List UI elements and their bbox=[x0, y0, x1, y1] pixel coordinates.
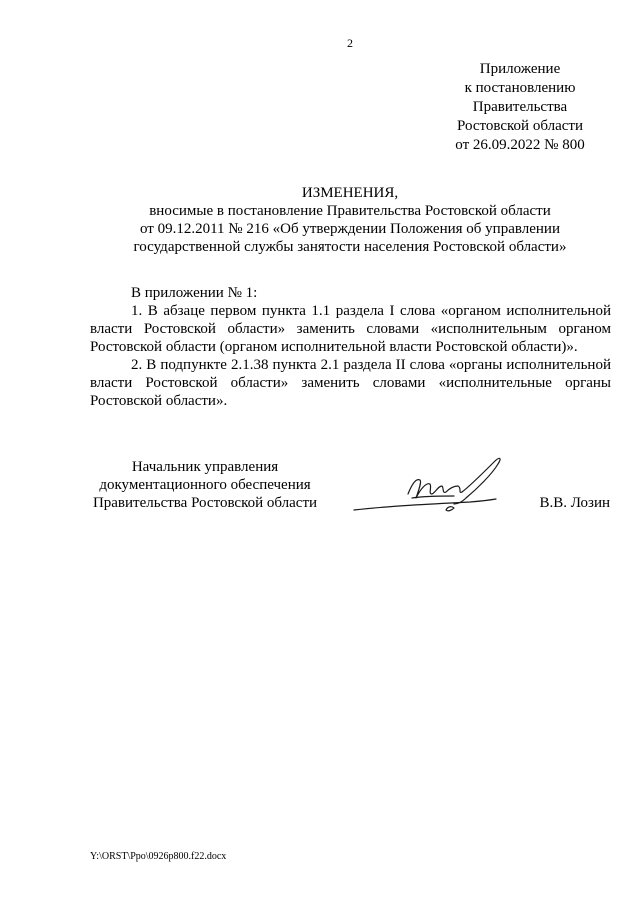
signatory-position-line: Правительства Ростовской области bbox=[92, 495, 318, 511]
appendix-line: Правительства bbox=[472, 99, 568, 115]
appendix-header bbox=[410, 60, 630, 155]
title-heading: ИЗМЕНЕНИЯ, bbox=[301, 185, 399, 201]
signatory-name: В.В. Лозин bbox=[539, 495, 610, 511]
body-item-1: 1. В абзаце первом пункта 1.1 раздела I слова «органом исполнительной власти Ростовской области» заменить словами «исполнительным органом Ростовской области (органом исполнительной власти Ростовской области)». bbox=[90, 303, 611, 355]
signatory-position-line: документационного обеспечения bbox=[99, 477, 311, 493]
title-line: государственной службы занятости населения Ростовской области» bbox=[133, 239, 567, 255]
signatory-position bbox=[70, 458, 340, 512]
body-intro: В приложении № 1: bbox=[131, 285, 258, 301]
file-path-footer: Y:\ORST\Ppo\0926p800.f22.docx bbox=[90, 851, 227, 862]
body-item-2: 2. В подпункте 2.1.38 пункта 2.1 раздела II слова «органы исполнительной власти Ростовской области» заменить словами «исполнительные органы Ростовской области». bbox=[90, 357, 611, 409]
appendix-line: от 26.09.2022 № 800 bbox=[455, 137, 585, 153]
appendix-line: Приложение bbox=[479, 61, 561, 77]
title-line: вносимые в постановление Правительства Ростовской области bbox=[149, 203, 551, 219]
appendix-line: к постановлению bbox=[464, 80, 576, 96]
page-number: 2 bbox=[347, 36, 353, 50]
appendix-line: Ростовской области bbox=[457, 118, 583, 134]
signatory-position-line: Начальник управления bbox=[131, 459, 279, 475]
title-line: от 09.12.2011 № 216 «Об утверждении Положения об управлении bbox=[140, 221, 560, 237]
document-title bbox=[90, 184, 610, 256]
handwritten-signature bbox=[350, 452, 510, 518]
document-body bbox=[90, 284, 611, 410]
